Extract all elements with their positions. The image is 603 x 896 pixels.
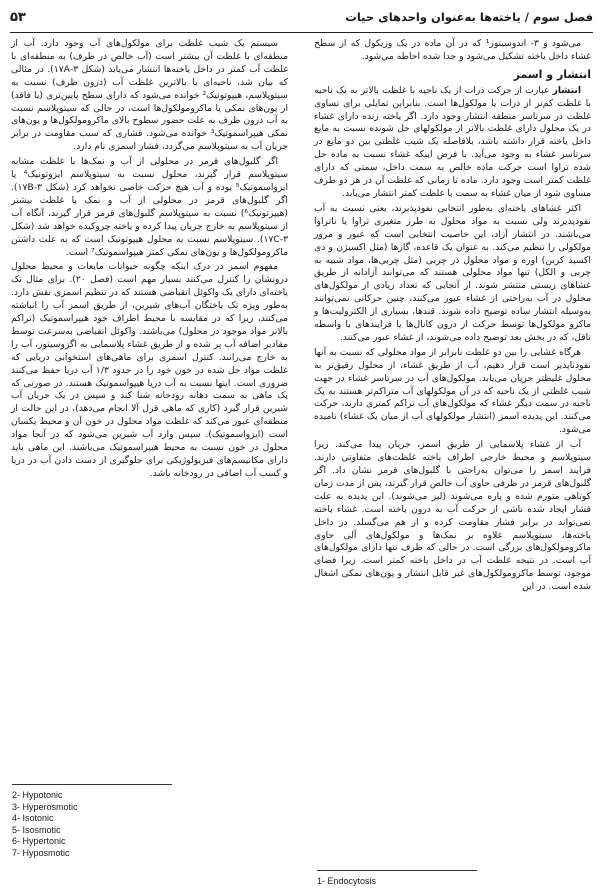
paragraph: مفهوم اسمز در درک اینکه چگونه حیوانات مایعات و محیط محلول درونشان را کنترل می‌کنند بسیار مهم است (فصل ۲۰). برای مثال تک یاخته‌ای دارای یک واکوئل انقباضی هستند که در تنظیم اسمزی نقش دارد. به‌طور ویژه تک یاختگان آب‌های شیرین، از طریق اسمز آب را انباشته می‌کنند، زیرا که در مقایسه با محیط اطراف خود هیپراسموتیک (تراکم بالاتر مواد موجود در محلول) می‌باشند. واکوئل انقباضی به‌سرعت توسط مقادیر اضافه آب پر شده و از طریق غشاء پلاسمایی به اگزوسیتوز، آب را به خارج می‌رانند. کنترل اسمزی برای ماهی‌های استخوانی دریایی که غلظت مواد حل شده در خون خود را در حدود ۱/۳ آب دریا حفظ می‌کنند ضروری است. اینها نسبت به آب دریا هیپواسموتیک هستند. در صورتی که یک ماهی به سمت دهانه رودخانه شنا کند و سپس در یک جریان آب شیرین قرار گیرد (کاری که ماهی قزل آلا انجام می‌دهد)، در این حالت از منطقه‌ای عبور می‌کند که غلظت مواد محلول در خون آن و محیط یکسان است (ایزواسموتیک). سپس وارد آب شیرین می‌شود که در آنجا مواد محلول در خون نسبت به محیط هیپراسموتیک می‌باشند. این ماهی باید دارای مکانیسم‌های فیزیولوژیکی برای جلوگیری از دست دادن آب در دریا و کسب آب اضافی در رودخانه باشد.	[11, 261, 288, 479]
footnote: 7- Hyposmotic	[12, 847, 70, 858]
paragraph: هرگاه غشایی را بین دو غلظت نابرابر از مواد محلولی که نسبت به آنها نفوذناپذیر است قرار دهیم، آب از طریق غشاء، از محلول رقیق‌تر به محلول غلیظتر جریان می‌یابد. مولکول‌های آب در سرتاسر غشاء در جهت شیب غلظتی از یک ناحیه که در آن مولکولهای آب متراکم‌تر هستند به یک ناحیه در سمت دیگر غشاء که مولکول‌های آب تراکم کمتری دارند، حرکت می‌کنند. این پدیده اسمز (انتشار مولکولهای آب از میان یک غشاء) نامیده می‌شود.	[314, 346, 591, 436]
footnote: 4- Isotonic	[12, 813, 54, 824]
right-column	[314, 38, 591, 596]
paragraph: اگر گلبول‌های قرمز در محلولی از آب و نمک‌ها با غلظت مشابه سیتوپلاسم قرار گیرند، محلول نسبت به سیتوپلاسم ایزوتونیک⁴ یا ایزواسموتیک⁵ بوده و آب هیچ حرکت خاصی نخواهد کرد (شکل ۳-۱۷B). اگر گلبول‌های قرمز در محلولی از آب و نمک با غلظت بیشتر (هیپرتونیک⁶) نسبت به سیتوپلاسم گلبول‌های قرمز قرار گیرند، آنگاه آب از سیتوپلاسم به خارج جریان پیدا کرده و یاخته چروکیده خواهد شد (شکل ۳-۱۷C). سیتوپلاسم نسبت به محلول هیپوتونیک است که به علت داشتن ماکرومولکول‌ها و یون‌های نمکی کمتر هیپواسموتیک⁷ است.	[11, 156, 289, 258]
footnote: 5- Isosmotic	[12, 824, 61, 835]
chapter-title: فصل سوم / یاخته‌ها به‌عنوان واحدهای حیات	[345, 10, 593, 24]
page-number: ۵۳	[10, 9, 26, 25]
section-heading: انتشار و اسمز	[513, 67, 591, 81]
footnote-divider	[317, 870, 477, 871]
paragraph-body: عبارت از حرکت ذرات از یک ناحیه با غلظت بالاتر به یک ناحیه با غلظت کم‌تر از ذرات یا مولکول‌ها است. بنابراین تمایلی برای تساوی غلظت در سرتاسر منطقه انتشار وجود دارد. اگر یاخته زنده دارای غشاء در یک محلول دارای غلظت بالاتر از مولکولهای حل شونده نسبت به مایع داخل یاخته قرار داشته باشد، بلافاصله یک شیب غلظتی بین دو مایع در سرتاسر غشاء به وجود می‌آید. با فرض اینکه غشاء نسبت به ماده حل شده تراوا است حرکت ماده خالص به سمت داخل، سمتی که دارای غلظت کمتر است وجود دارد. ماده تا زمانی که غلظت آن در هر دو طرف مساوی شود از میان غشاء به سمت با غلظت کمتر انتشار می‌یابد.	[314, 84, 591, 199]
footnote: 1- Endocytosis	[317, 876, 377, 886]
paragraph: آب از غشاء پلاسمایی از طریق اسمز، جریان پیدا می‌کند. زیرا سیتوپلاسم و محیط خارجی اطراف یاخته غلظت‌های متفاوتی دارند. فرایند اسمز را می‌توان به‌راحتی با گلبول‌های قرمز نشان داد. اگر گلبول‌های قرمز در ظرفی حاوی آب خالص قرار گیرند، پس از مدت زمان کوتاهی متورم شده و پاره می‌شوند (لیز می‌شوند). این پدیده به علت فشار ایجاد شده ناشی از حرکت آب به درون یاخته است. غشاء یاخته نمی‌تواند در برابر فشار مقاومت کرده و از هم می‌گسلد. در داخل یاخته‌ها، سیتوپلاسم علاوه بر نمک‌ها و مولکول‌های آلی حاوی ماکرومولکول‌های بزرگی است. در حالی که ظرف تنها دارای مولکول‌های آب است. در نتیجه غلظت آب در داخل یاخته کمتر است. زیرا فضای موجود، توسط ماکرومولکول‌های غیر قابل انتشار و یون‌های نمکی اشغال شده است. در این	[314, 439, 591, 593]
footnotes-left	[12, 790, 172, 860]
footnote: 3- Hyperosmotic	[12, 801, 78, 812]
footnote: 2- Hypotonic	[12, 790, 63, 800]
paragraph: اکثر غشاهای یاخته‌ای به‌طور انتخابی نفوذپذیرند، یعنی نسبت به آب نفوذپذیرند ولی نسبت به مواد محلول به طرز متغیری تراوا یا ناتراوا می‌باشند. در انتشار آزاد، این خاصیت انتخابی است که عبور و مرور مولکولی را تنظیم می‌کند. به عنوان یک قاعده، گازها (مثل اکسیژن و دی اکسید کربن) اوره و مواد محلول در چربی (مثل چربی‌ها، مواد شبیه به چربی و الکل) تنها مواد محلولی هستند که می‌توانند آزادانه از طریق غشاهای زیستی منتشر شوند. از آنجایی که تعداد زیادی از مولکول‌های محلول در آب به‌راحتی از غشاء عبور می‌کنند، چنین حرکاتی نمی‌توانند به‌وسیله انتشار ساده توضیح داده شوند. قندها، بسیاری از الکترولیت‌ها و ماکرو مولکول‌ها توسط حرکت از درون کانال‌ها یا فرایندهای با واسطه ناقل، که در بخش بعد توضیح داده می‌شوند، از غشاء عبور می‌کنند.	[314, 202, 591, 343]
paragraph-lead: انتشار	[552, 84, 581, 96]
page-header	[10, 4, 593, 33]
paragraph: سیستم یک شیب غلظت برای مولکول‌های آب وجود دارد. آب از منطقه‌ای با غلظت آن بیشتر است (آب خالص در ظرف) به منطقه‌ای با غلظت آب کمتر در داخل یاخته‌ها انتشار می‌یابد (شکل ۳-۱۷A). در مثالی که بیان شد، ناحیه‌ای با بالاترین غلظت آب (درون ظرف) نسبت به سیتوپلاسم، هیپوتونیک² خوانده می‌شود که دارای سطح پایین‌تری (یا فاقد) از یون‌های نمکی یا ماکرومولکول‌ها است، در حالی که سیتوپلاسم نسبت به آب درون ظرف به علت حضور سطوح بالای ماکرومولکول‌ها و یون‌های نمکی هیپراسموتیک³ خوانده می‌شود. فشاری که سبب مقاومت در برابر جریان آب به سیتوپلاسم می‌گردد، فشار اسمزی نام دارد.	[11, 38, 288, 153]
paragraph: می‌شود و ۳- اندوسیتوز¹ که در آن ماده در یک وزیکول که از سطح غشاء داخل یاخته تشکیل می‌شود و جدا شده احاطه می‌شود.	[314, 38, 591, 62]
paragraph	[314, 85, 591, 201]
footnote: 6- Hypertonic	[12, 836, 66, 847]
footnote-divider	[12, 784, 172, 785]
footnotes-right	[317, 876, 477, 888]
left-column	[11, 38, 288, 483]
